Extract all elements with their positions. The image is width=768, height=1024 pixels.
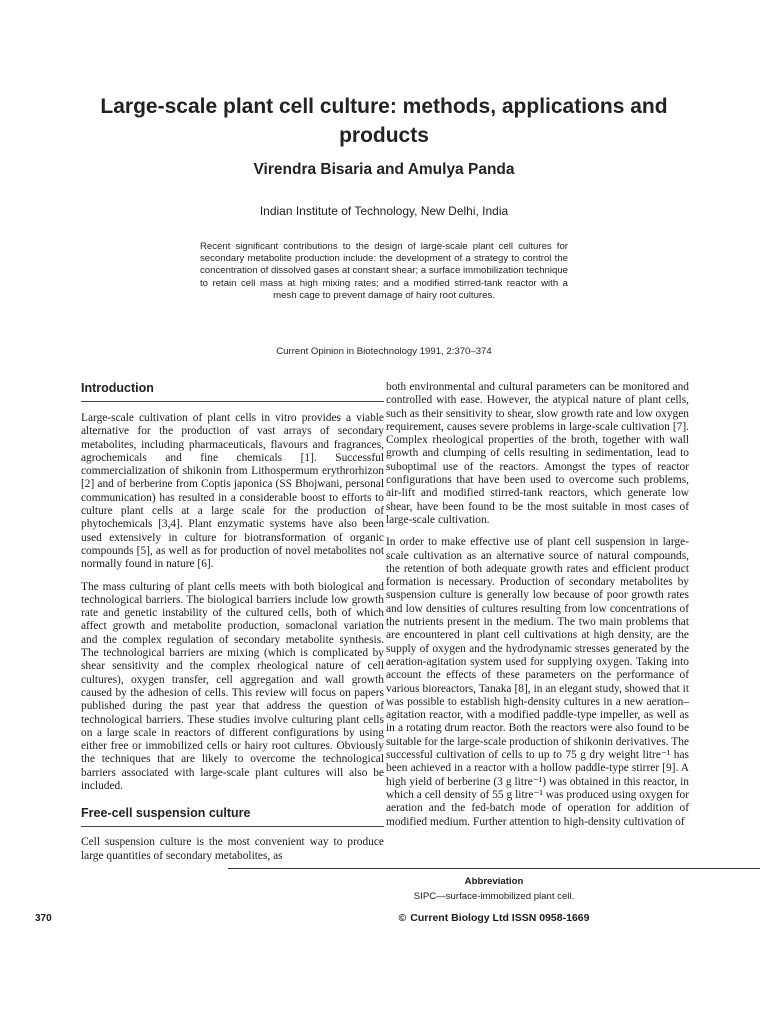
- copyright-text: Current Biology Ltd ISSN 0958-1669: [410, 912, 590, 924]
- abbreviation-text: SIPC—surface-immobilized plant cell.: [413, 891, 575, 902]
- journal-citation: Current Opinion in Biotechnology 1991, 2:370–374: [276, 346, 492, 357]
- page-number: 370: [35, 913, 52, 924]
- article-title: Large-scale plant cell culture: methods, applications and products: [100, 95, 668, 147]
- section-heading-introduction: Introduction: [81, 381, 384, 402]
- body-paragraph: Cell suspension culture is the most convenient way to produce large quantities of secondary metabolites, as: [81, 836, 384, 862]
- body-paragraph: Large-scale cultivation of plant cells in vitro provides a viable alternative for the production of vast arrays of secondary metabolites, including pharmaceuticals, flavours and fragrances, agrochemicals and fine chemicals [1]. Successful commercialization of shikonin from Lithospermum erythrorhizon [2] and of berberine from Coptis japonica (SS Bhojwani, personal communication) has resulted in a considerable boost to efforts to culture plant cells at a large scale for the production of phytochemicals [3,4]. Plant enzymatic systems have also been used extensively in culture for biotransformation of organic compounds [5], as well as for production of novel metabolites not normally found in nature [6].: [81, 412, 384, 571]
- copyright-footer: [228, 912, 760, 924]
- article-abstract: Recent significant contributions to the design of large-scale plant cell cultures for secondary metabolite production include: the development of a strategy to control the concentration of dissolved gases at constant shear; a surface immobilization technique to retain cell mass at high mixing rates; and a modified stirred-tank reactor with a mesh cage to prevent damage of hairy root cultures.: [200, 241, 568, 301]
- abbreviation-divider: [228, 868, 760, 869]
- abbreviation-heading: Abbreviation: [464, 876, 524, 887]
- body-paragraph: The mass culturing of plant cells meets with both biological and technological barriers. The biological barriers include low growth rate and genetic instability of the cultured cells, both of which affect growth and metabolite production, somaclonal variation and the complex regulation of secondary metabolite synthesis. The technological barriers are mixing (which is complicated by shear sensitivity and the complex rheological nature of cell cultures), oxygen transfer, cell aggregation and wall growth caused by the adhesion of cells. This review will focus on papers published during the past year that address the question of technological barriers. These studies involve culturing plant cells on a large scale in reactors of different configurations by using either free or immobilized cells or hairy root cultures. Obviously the techniques that are likely to overcome the technological barriers associated with large-scale plant cultures will also be included.: [81, 580, 384, 793]
- body-paragraph: both environmental and cultural parameters can be monitored and controlled with ease. However, the atypical nature of plant cells, such as their sensitivity to shear, slow growth rate and low oxygen requirement, causes severe problems in large-scale cultivation [7]. Complex rheological properties of the broth, together with wall growth and clumping of cells resulting in sedimentation, lead to suboptimal use of the reactors. Amongst the types of reactor configurations that have been used to overcome such problems, air-lift and modified stirred-tank reactors, which generate low shear, have been found to be the most suitable in most cases of large-scale cultivation.: [386, 381, 689, 526]
- copyright-icon: ©: [398, 912, 407, 924]
- article-authors: Virendra Bisaria and Amulya Panda: [253, 161, 515, 178]
- author-affiliation: Indian Institute of Technology, New Delhi, India: [259, 204, 509, 218]
- right-column: [386, 381, 689, 867]
- section-heading-free-cell-suspension: Free-cell suspension culture: [81, 806, 384, 827]
- body-paragraph: In order to make effective use of plant cell suspension in large-scale cultivation as an alternative source of natural compounds, the retention of both adequate growth rates and efficient product formation is necessary. Production of secondary metabolites by suspension culture is generally low because of poor growth rates and low densities of cultures resulting from low concentrations of the nutrients present in the medium. The two main problems that are encountered in plant cell cultivations at high density, are the supply of oxygen and the hydrodynamic stresses generated by the aeration-agitation system used for supplying oxygen. Taking into account the effects of these parameters on the performance of various bioreactors, Tanaka [8], in an elegant study, showed that it was possible to establish high-density cultures in a new aeration–agitation reactor, with a modified paddle-type impeller, as well as in a rotating drum reactor. Both the reactors were also found to be suitable for the large-scale production of shikonin derivatives. The successful cultivation of cells to up to 75 g dry weight litre⁻¹ has been achieved in a reactor with a hollow paddle-type stirrer [9]. A high yield of berberine (3 g litre⁻¹) was obtained in this reactor, in which a cell density of 55 g litre⁻¹ was produced using oxygen for aeration and the fed-batch mode of operation for addition of modified medium. Further attention to high-density cultivation of: [386, 536, 689, 828]
- left-column: [81, 381, 384, 867]
